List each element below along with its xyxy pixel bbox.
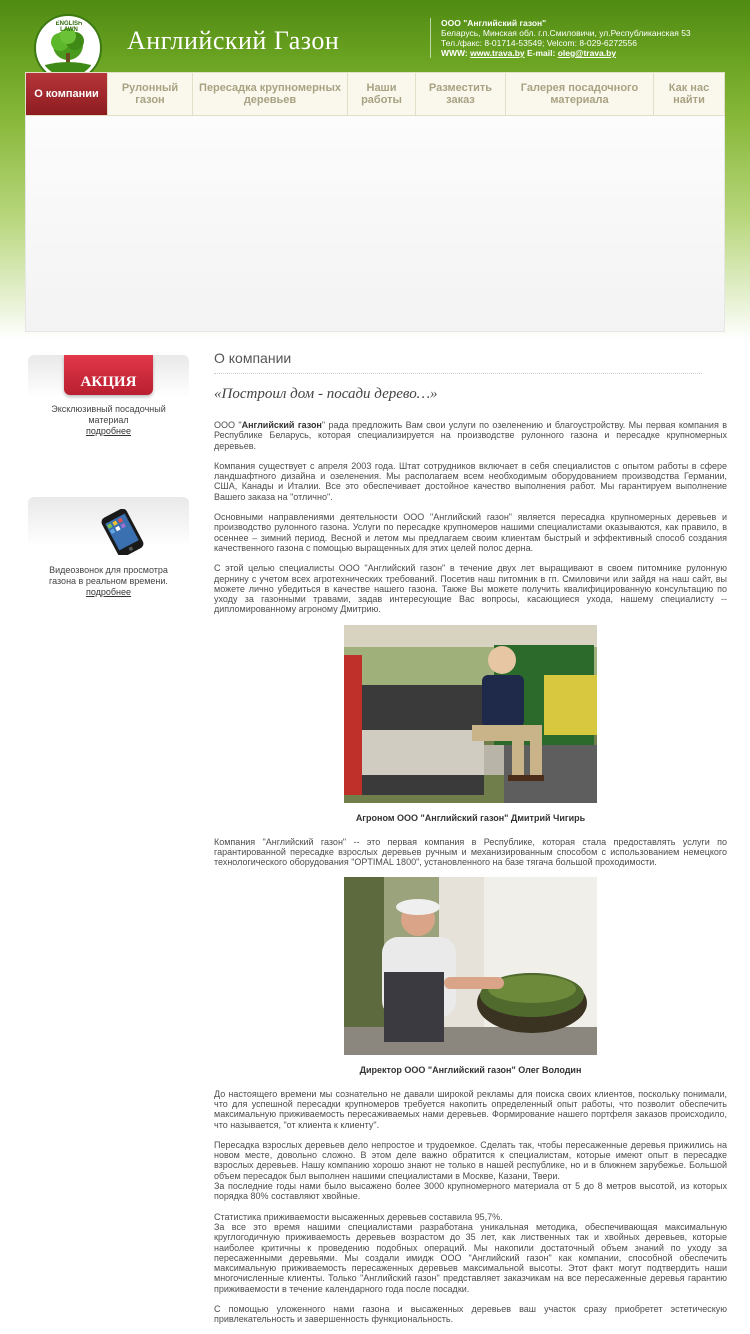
paragraph-history: Компания существует с апреля 2003 года. Штат сотрудников включает в себя специалистов с опытом работы в сфере ландшафтного дизайна и озеленения. Мы располагаем всем необходимым оборудованием производства Германии, США, Канады и Италии. Все это обеспечивает достойное качество выполнения работ. Мы гарантируем выполнение Вашего заказа на "отлично". [214,460,727,502]
logo[interactable] [36,16,100,80]
company-name: ООО "Английский газон" [441,18,547,28]
nav-item-order[interactable]: Разместить заказ [416,73,506,115]
contacts-block [430,18,730,58]
transplant-text: Пересадка взрослых деревьев дело непростое и трудоемкое. Сделать так, чтобы пересаженные деревья прижились на новом месте, довольно сложно. В этом деле важно обратится к специалистам, которые имеют опыт в пересадке взрослых деревьев. Нашу компанию хорошо знают не только в нашей республике, но и в ближнем зарубежье. Большой объем пересадок был выполнен нашими специалистами в Москве, Казани, Твери. [214,1139,727,1181]
company-address: Беларусь, Минская обл. г.п.Смиловичи, ул.Республиканская 53 [441,28,691,38]
logo-text: ENGLISH LAWN [55,21,83,33]
paragraph-transplant [214,1140,727,1202]
video-call-box[interactable] [28,497,189,609]
agronomist-caption: Агроном ООО "Английский газон" Дмитрий Чигирь [355,812,586,823]
banner-area [25,116,725,332]
transplant-stats: За последние годы нами было высажено более 3000 крупномерного материала от 5 до 8 метров высотой, из которых порядка 80% составляют хвойные. [214,1181,727,1202]
nav-item-about[interactable]: О компании [26,73,108,115]
paragraph-first-company: Компания "Английский газон" -- это первая компания в Республике, которая стала предоставлять услуги по гарантированной пересадке взрослых деревьев ручным и механизированным способом с использованием немецкого технологического оборудования "OPTIMAL 1800", установленного на базе тягача большой проходимости. [214,836,727,868]
paragraph-intro [214,420,727,451]
intro-pre: ООО " [214,420,242,430]
email-label: E-mail: [526,48,556,58]
nav-item-rolled-lawn[interactable]: Рулонный газон [108,73,193,115]
company-phones: Тел./факс: 8-01714-53549; Velcom: 8-029-6272556 [441,38,637,48]
nav-item-contacts[interactable]: Как нас найти [668,82,710,106]
paragraph-nursery: С этой целью специалисты ООО "Английский газон" в течение двух лет выращивают в своем питомнике рулонную дернину с учетом всех агротехнических требований. Посетив наш питомник в гп. Смиловичи или зайдя на наш сайт, вы можете лично убедиться в качестве нашего газона. Также Вы можете получить квалифицированную консультацию по уходу за газонными травами, задав интересующие Вас вопросы, касающиеся ухода, нашему специалисту -- дипломированному агроному Дмитрию. [214,563,727,615]
site-header [0,0,750,72]
paragraph-clients: До настоящего времени мы сознательно не давали широкой рекламы для поиска своих клиентов, поскольку понимали, что для успешной пересадки крупномеров требуется накопить определенный опыт работы, что позволит обеспечить максимальную приживаемость пересаживаемых нами деревьев. Формирование нашего портфеля заказов происходило, что называется, "от клиента к клиенту". [214,1088,727,1130]
page-title: О компании [214,350,702,374]
video-text: Видеозвонок для просмотра газона в реальном времени. [49,565,168,586]
www-label: WWW: [441,48,468,58]
promo-more-link[interactable]: подробнее [85,426,132,436]
paragraph-directions: Основными направлениями деятельности ООО "Английский газон" является пересадка крупномерных деревьев и производство рулонного газона. Услуги по пересадке крупномеров нашими специалистами оказываются, как правило, в осеннее – зимний период. Весной и летом мы предлагаем своим клиентам быстрый и эффективный способ создания качественного газона с помощью выращенных для этих целей полос дерна. [214,512,727,553]
paragraph-closing: С помощью уложенного нами газона и высаженных деревьев ваш участок сразу приобретет эстетическую привлекательность и завершенность функциональность. [214,1303,727,1325]
director-photo [344,877,597,1055]
statistics-line: Статистика приживаемости высаженных деревьев составила 95,7%. [214,1211,503,1222]
intro-post: " рада предложить Вам свои услуги по озеленению и благоустройству. Мы первая компания в Республике Беларусь, которая специализируется на производстве рулонного газона и пересадке крупномерных деревьев. [214,420,727,451]
web-contacts [441,48,730,58]
video-call-description [36,565,181,598]
paragraph-statistics [214,1212,727,1294]
methodology-text: За все это время нашими специалистами разработана уникальная методика, обеспечивающая максимальную круглогодичную приживаемость деревьев возрастом до 35 лет, как лиственных так и хвойных деревьев, которые наиболее критичны к проведению подобных операций. Мы накопили достаточный объем знаний по уходу за пересаженными деревьями. Мы создали имидж ООО "Английский газон" как компании, способной обеспечить максимальную приживаемость пересаженных деревьев максимальной высоты. Этот факт могут подтвердить наши многочисленные клиенты. Только "Английский газон" представляет заказчикам на все пересаженные деревья гарантию приживаемости в течение календарного года после посадки. [214,1221,727,1294]
promo-description [36,404,181,437]
promo-box[interactable] [28,355,189,450]
promo-badge-label: АКЦИЯ [80,374,137,390]
nav-item-gallery[interactable]: Галерея посадочного материала [506,73,654,115]
director-caption: Директор ООО "Английский газон" Олег Володин [359,1064,582,1075]
agronomist-photo [344,625,597,803]
slogan: «Построил дом - посади дерево…» [214,386,438,402]
smartphone-icon [94,509,150,555]
email-link[interactable]: oleg@trava.by [557,48,617,58]
website-link[interactable]: www.trava.by [470,48,525,58]
main-content [214,350,727,1325]
main-nav [25,72,725,116]
nav-item-our-works[interactable]: Наши работы [348,73,416,115]
intro-company: Английский газон [241,420,322,430]
promo-text: Эксклюзивный посадочный материал [51,404,166,425]
nav-item-tree-transplant[interactable]: Пересадка крупномерных деревьев [193,73,348,115]
site-title: Английский Газон [127,26,340,55]
video-more-link[interactable]: подробнее [85,587,132,597]
promo-badge [64,355,153,395]
